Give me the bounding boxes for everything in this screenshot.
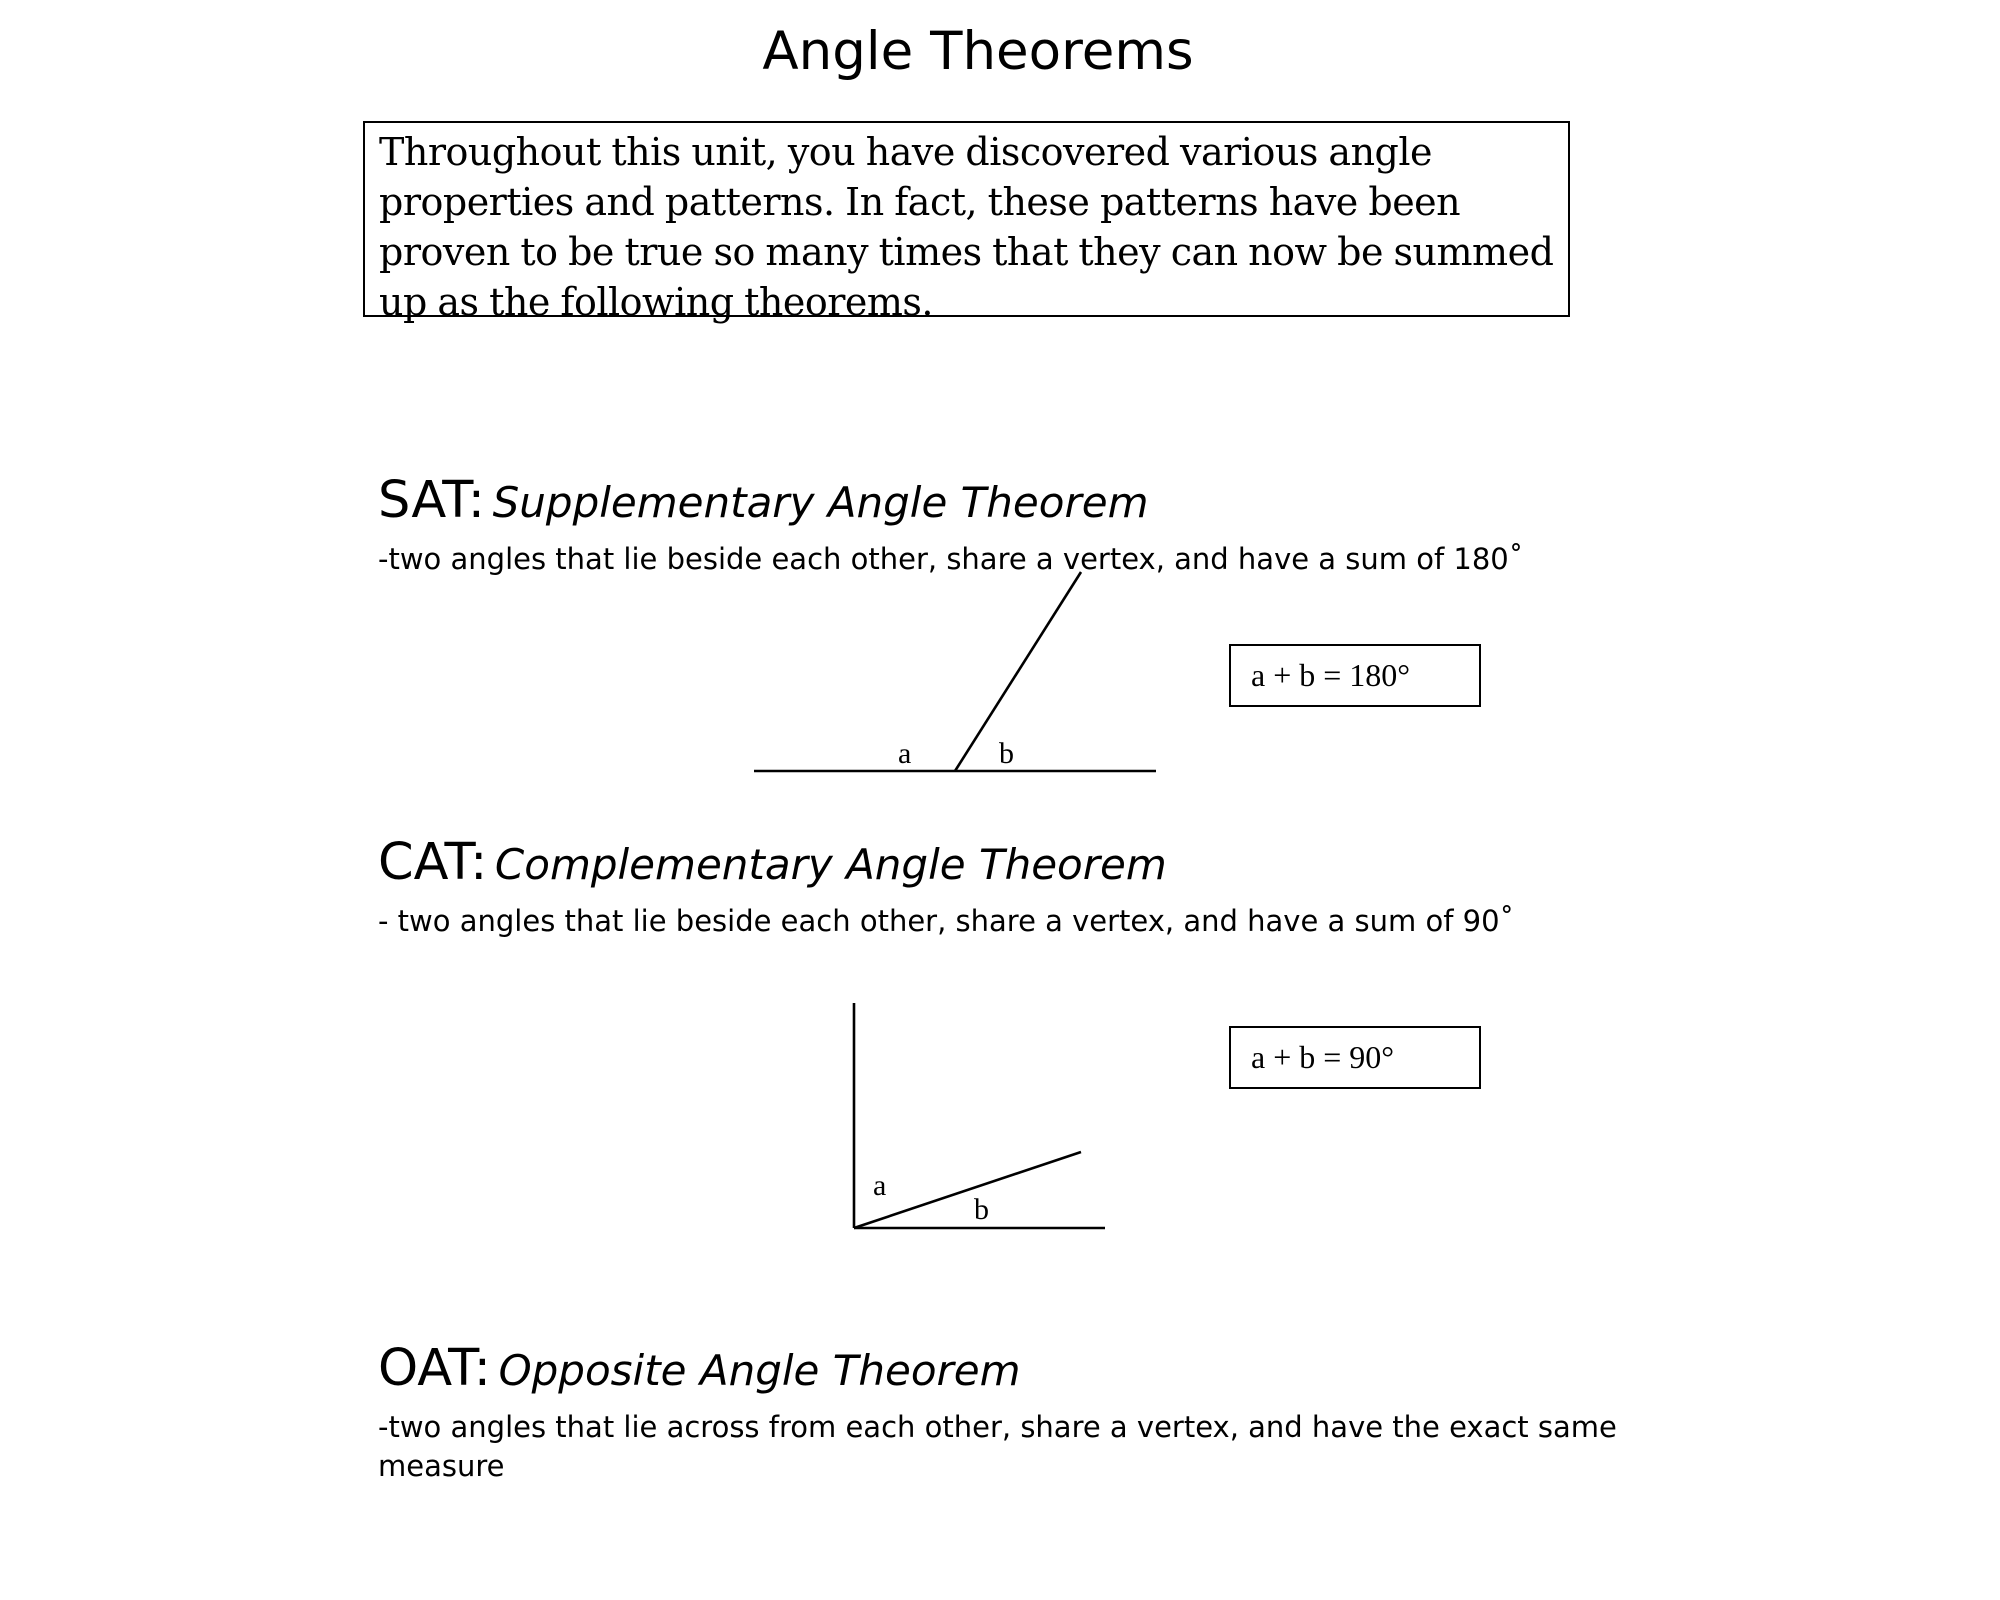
intro-box: Throughout this unit, you have discovered various angle properties and patterns. In fact, these patterns have been proven to be true so many times that they can now be summed up as the following theorems. [363, 121, 1570, 317]
cat-ray-line [854, 1152, 1081, 1228]
cat-description: - two angles that lie beside each other, share a vertex, and have a sum of 90˚ [378, 904, 1515, 938]
oat-description: -two angles that lie across from each other, share a vertex, and have the exact same measure [378, 1410, 1617, 1483]
cat-equation-box: a + b = 90° [1229, 1026, 1481, 1089]
sat-label-b: b [999, 737, 1014, 770]
oat-name: Opposite Angle Theorem [498, 1346, 1021, 1395]
cat-section [378, 832, 1798, 941]
sat-heading [378, 470, 1798, 540]
sat-equation-box: a + b = 180° [1229, 644, 1481, 707]
cat-heading [378, 832, 1798, 902]
cat-label-a: a [873, 1169, 887, 1202]
cat-diagram [854, 1003, 1105, 1228]
oat-heading [378, 1338, 1798, 1408]
sat-ray-line [955, 572, 1081, 771]
cat-abbr: CAT: [378, 833, 488, 892]
sat-diagram [754, 572, 1156, 771]
page-title: Angle Theorems [762, 21, 1194, 82]
sat-section [378, 470, 1798, 579]
oat-abbr: OAT: [378, 1339, 491, 1398]
cat-name: Complementary Angle Theorem [494, 840, 1167, 889]
sat-label-a: a [898, 737, 912, 770]
sat-name: Supplementary Angle Theorem [492, 478, 1149, 527]
cat-label-b: b [974, 1193, 989, 1226]
sat-description: -two angles that lie beside each other, share a vertex, and have a sum of 180˚ [378, 542, 1524, 576]
oat-section [378, 1338, 1798, 1486]
sat-abbr: SAT: [378, 471, 485, 530]
